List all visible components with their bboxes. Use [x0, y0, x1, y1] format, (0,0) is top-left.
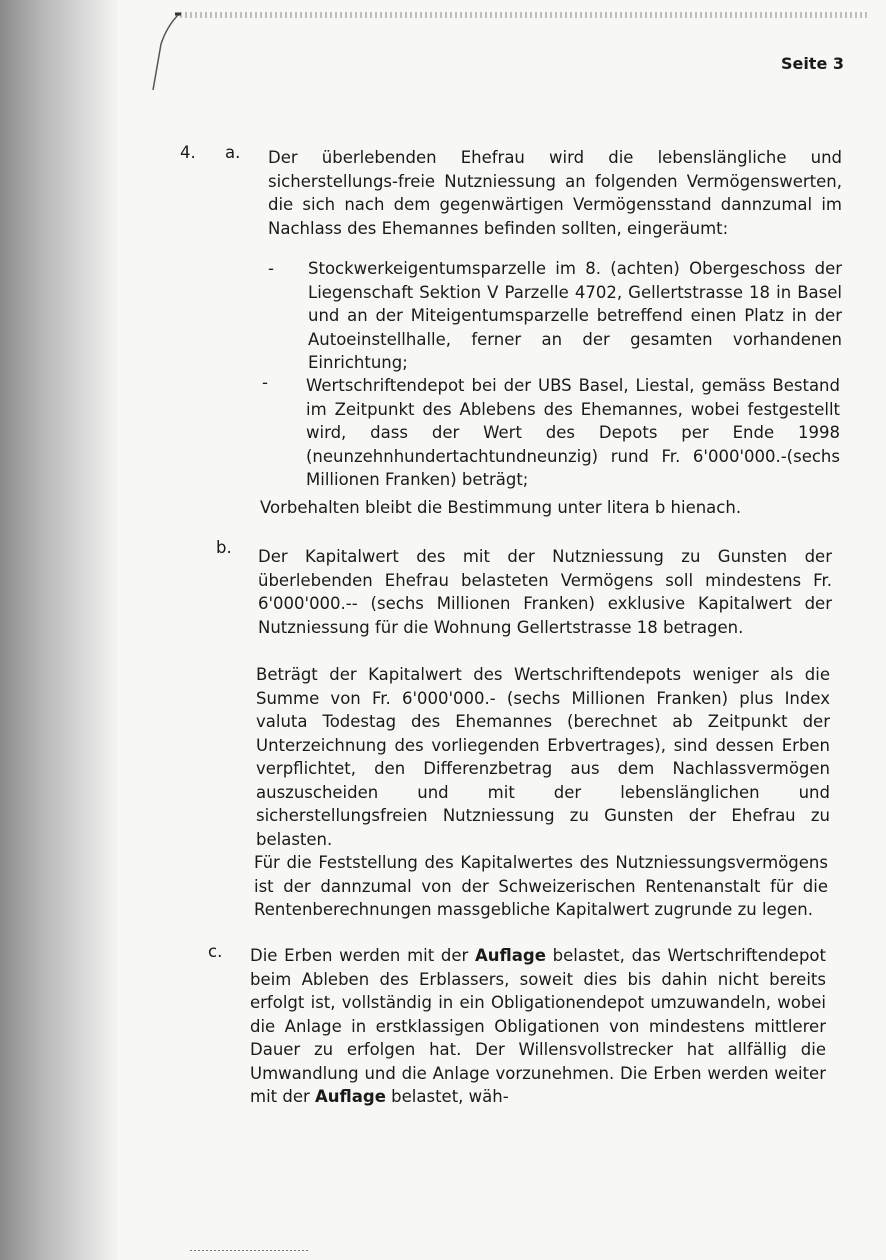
list-item-securities-deposit: Wertschriftendepot bei der UBS Basel, Liestal, gemäss Bestand im Zeitpunkt des Ablebens des Ehemannes, wobei festgestellt wird, dass der Wert des Depots per Ende 1998 (neunzehnhundertachtundneunzig) rund Fr. 6'000'000.-(sechs Millionen Franken) beträgt; [306, 376, 840, 489]
subsection-c-emphasis-1: Auflage [475, 946, 546, 965]
subsection-a-label: a. [225, 143, 241, 162]
bottom-scan-artifact [190, 1250, 310, 1251]
subsection-c-paragraph [250, 944, 826, 1109]
page-number: Seite 3 [780, 54, 844, 73]
subsection-b-paragraph-2: Beträgt der Kapitalwert des Wertschriftendepots weniger als die Summe von Fr. 6'000'000.- (sechs Millionen Franken) plus Index valuta Todestag des Ehemannes (berechnet ab Zeitpunkt der Unterzeichnung des vorliegenden Erbvertrages), sind dessen Erben verpflichtet, den Differenzbetrag aus dem Nachlassvermögen auszuscheiden und mit der lebenslänglichen und sicherstellungsfreien Nutzniessung zu Gunsten der Ehefrau zu belasten. [256, 665, 830, 849]
subsection-c-emphasis-2: Auflage [315, 1087, 386, 1106]
scan-edge-shadow [0, 0, 118, 1260]
list-item-marker: - [262, 373, 268, 392]
section-number: 4. [180, 143, 196, 162]
top-scan-artifact [180, 12, 870, 18]
subsection-b-paragraph-3: Für die Feststellung des Kapitalwertes des Nutzniessungsvermögens ist der dannzumal von der Schweizerischen Rentenanstalt für die Rentenberechnungen massgebliche Kapitalwert zugrunde zu legen. [254, 853, 828, 919]
corner-fold-mark [145, 12, 181, 92]
subsection-a-intro: Der überlebenden Ehefrau wird die lebenslängliche und sicherstellungs-freie Nutzniessung an folgenden Vermögenswerten, die sich nach dem gegenwärtigen Vermögensstand dannzumal im Nachlass des Ehemannes befinden sollten, eingeräumt: [268, 148, 842, 238]
subsection-a-reservation: Vorbehalten bleibt die Bestimmung unter litera b hienach. [260, 498, 742, 517]
subsection-c-text-3: belastet, wäh- [385, 1087, 509, 1106]
subsection-c-text-1: Die Erben werden mit der [250, 946, 476, 965]
list-item-apartment: Stockwerkeigentumsparzelle im 8. (achten) Obergeschoss der Liegenschaft Sektion V Parzelle 4702, Gellertstrasse 18 in Basel und an der Miteigentumsparzelle betreffend einen Platz in der Autoeinstellhalle, ferner an der gesamten vorhandenen Einrichtung; [308, 259, 842, 372]
subsection-c-label: c. [208, 942, 223, 961]
subsection-b-label: b. [216, 538, 232, 557]
list-item-marker: - [268, 259, 274, 278]
subsection-b-paragraph-1: Der Kapitalwert des mit der Nutzniessung zu Gunsten der überlebenden Ehefrau belasteten Vermögens soll mindestens Fr. 6'000'000.-- (sechs Millionen Franken) exklusive Kapitalwert der Nutzniessung für die Wohnung Gellertstrasse 18 betragen. [258, 547, 832, 637]
subsection-c-text-2: belastet, das Wertschriftendepot beim Ableben des Erblassers, soweit dies bis dahin nicht bereits erfolgt ist, vollständig in ein Obligationendepot umzuwandeln, wobei die Anlage in erstklassigen Obligationen von mindestens mittlerer Dauer zu erfolgen hat. Der Willensvollstrecker hat allfällig die Umwandlung und die Anlage vorzunehmen. Die Erben werden weiter mit der [250, 946, 826, 1106]
